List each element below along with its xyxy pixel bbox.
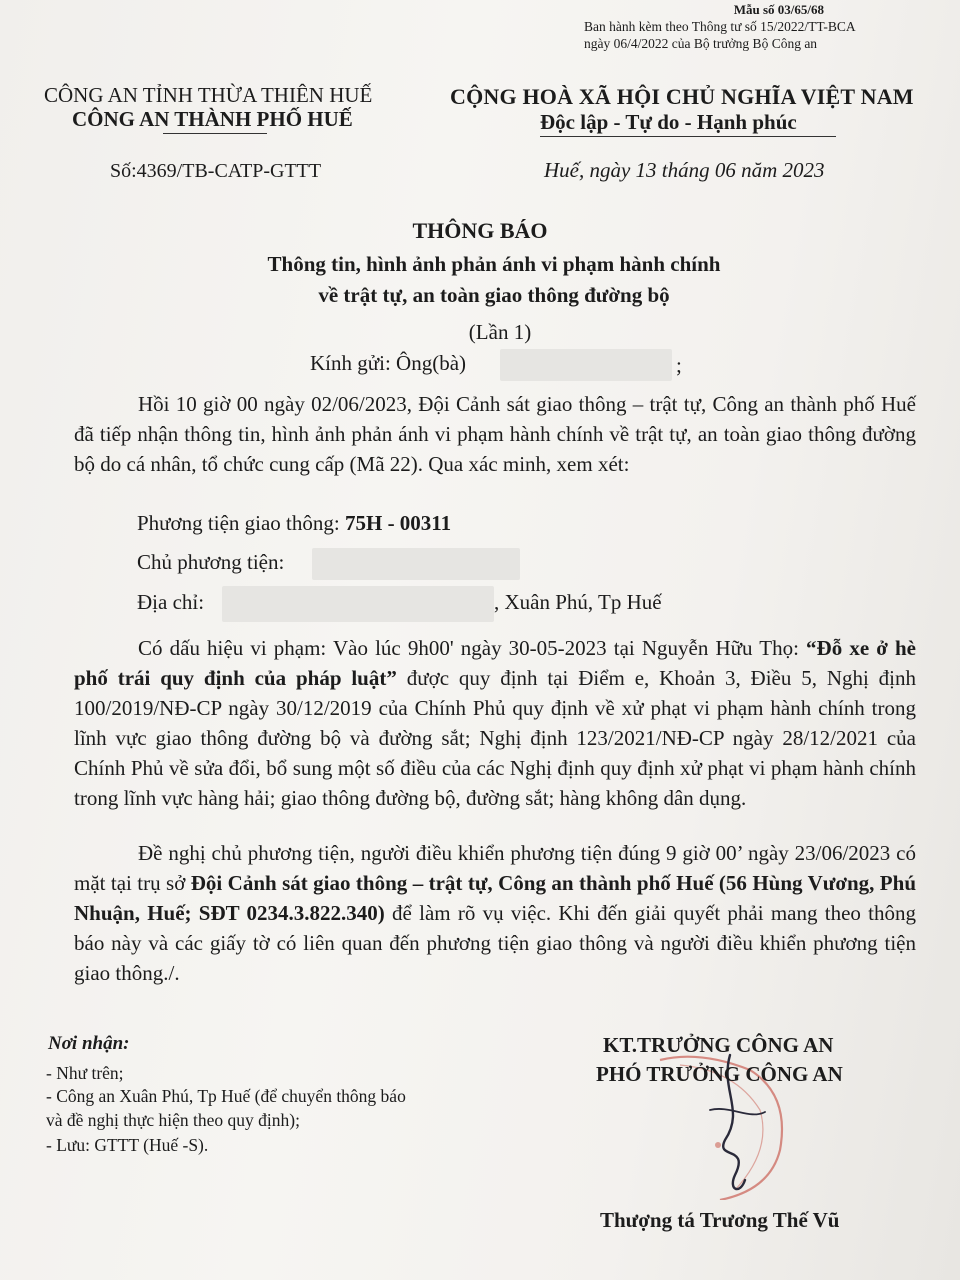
owner-field [137, 550, 284, 575]
vehicle-plate: 75H - 00311 [344, 511, 452, 535]
paragraph-violation [74, 633, 916, 813]
request-office: Đội Cảnh sát giao thông – trật tự, Công an thành phố Huế (56 Hùng Vương, Phú Nhuận, Huế; SĐT 0234.3.822.340) [74, 871, 916, 925]
subtitle-line2: về trật tự, an toàn giao thông đường bộ [318, 283, 670, 307]
receiver-line: - Lưu: GTTT (Huế -S). [46, 1135, 209, 1155]
vehicle-field [137, 511, 451, 536]
subtitle-line1: Thông tin, hình ảnh phản ánh vi phạm hành chính [267, 252, 721, 276]
receivers-title: Nơi nhận: [48, 1033, 130, 1054]
receiver-line: - Như trên; [46, 1063, 124, 1083]
recipient-label: Kính gửi: Ông(bà) [310, 351, 467, 375]
recipient-suffix: ; [676, 353, 682, 377]
redacted-owner-name [312, 548, 520, 580]
redacted-recipient-name [500, 349, 672, 381]
signature-position: PHÓ TRƯỞNG CÔNG AN [596, 1062, 843, 1086]
place-date: Huế, ngày 13 tháng 06 năm 2023 [544, 158, 825, 182]
redacted-address [222, 586, 494, 622]
request-rest: để làm rõ vụ việc. Khi đến giải quyết phải mang theo thông báo này và các giấy tờ có liên quan đến phương tiện giao thông và người điều khiển phương tiện giao thông./. [74, 901, 917, 985]
national-motto: Độc lập - Tự do - Hạnh phúc [540, 110, 797, 134]
form-note-line1: Ban hành kèm theo Thông tư số 15/2022/TT-BCA [584, 19, 856, 34]
paragraph-intro: Hồi 10 giờ 00 ngày 02/06/2023, Đội Cảnh sát giao thông – trật tự, Công an thành phố Huế đã tiếp nhận thông tin, hình ảnh phản ánh vi phạm hành chính về trật tự, an toàn giao thông đường bộ do cá nhân, tổ chức cung cấp (Mã 22). Qua xác minh, xem xét: [74, 392, 916, 476]
violation-intro: Có dấu hiệu vi phạm: Vào lúc 9h00' ngày 30-05-2023 tại Nguyễn Hữu Thọ: [138, 636, 807, 660]
agency-parent: CÔNG AN TỈNH THỪA THIÊN HUẾ [44, 83, 373, 107]
agency-issuer: CÔNG AN THÀNH PHỐ HUẾ [72, 107, 353, 131]
notice-times: (Lần 1) [468, 320, 532, 344]
violation-legal-basis: được quy định tại Điểm e, Khoản 3, Điều 5, Nghị định 100/2019/NĐ-CP ngày 30/12/2019 của Chính Phủ quy định về xử phạt vi phạm hành chính trong lĩnh vực giao thông đường bộ và đường sắt; Nghị định 123/2021/NĐ-CP ngày 28/12/2021 của Chính Phủ về sửa đổi, bổ sung một số điều của các Nghị định quy định xử phạt vi phạm hành chính trong lĩnh vực hàng hải; giao thông đường bộ, đường sắt; hàng không dân dụng. [74, 666, 916, 810]
owner-label: Chủ phương tiện: [137, 550, 285, 574]
document-number: Số:4369/TB-CATP-GTTT [110, 160, 322, 182]
motto-underline [540, 136, 836, 137]
receiver-line: và đề nghị thực hiện theo quy định); [46, 1110, 300, 1130]
address-tail: , Xuân Phú, Tp Huế [494, 590, 662, 614]
request-intro: Đề nghị chủ phương tiện, người điều khiển phương tiện đúng 9 giờ 00’ ngày 23/06/2023 có mặt tại trụ sở [74, 841, 916, 895]
vehicle-label: Phương tiện giao thông: [137, 511, 345, 535]
receiver-line: - Công an Xuân Phú, Tp Huế (để chuyển thông báo [46, 1086, 406, 1106]
document-title: THÔNG BÁO [412, 218, 548, 243]
agency-underline [163, 133, 267, 134]
nation-title: CỘNG HOÀ XÃ HỘI CHỦ NGHĨA VIỆT NAM [450, 84, 914, 109]
form-number: Mẫu số 03/65/68 [733, 2, 824, 17]
signer-name: Thượng tá Trương Thế Vũ [600, 1208, 840, 1232]
signature-authority: KT.TRƯỞNG CÔNG AN [603, 1033, 834, 1057]
violation-quote: “Đỗ xe ở hè phố trái quy định của pháp luật” [74, 636, 916, 690]
paragraph-request [74, 838, 916, 988]
form-note-line2: ngày 06/4/2022 của Bộ trưởng Bộ Công an [584, 36, 818, 51]
address-label: Địa chỉ: [137, 590, 205, 614]
